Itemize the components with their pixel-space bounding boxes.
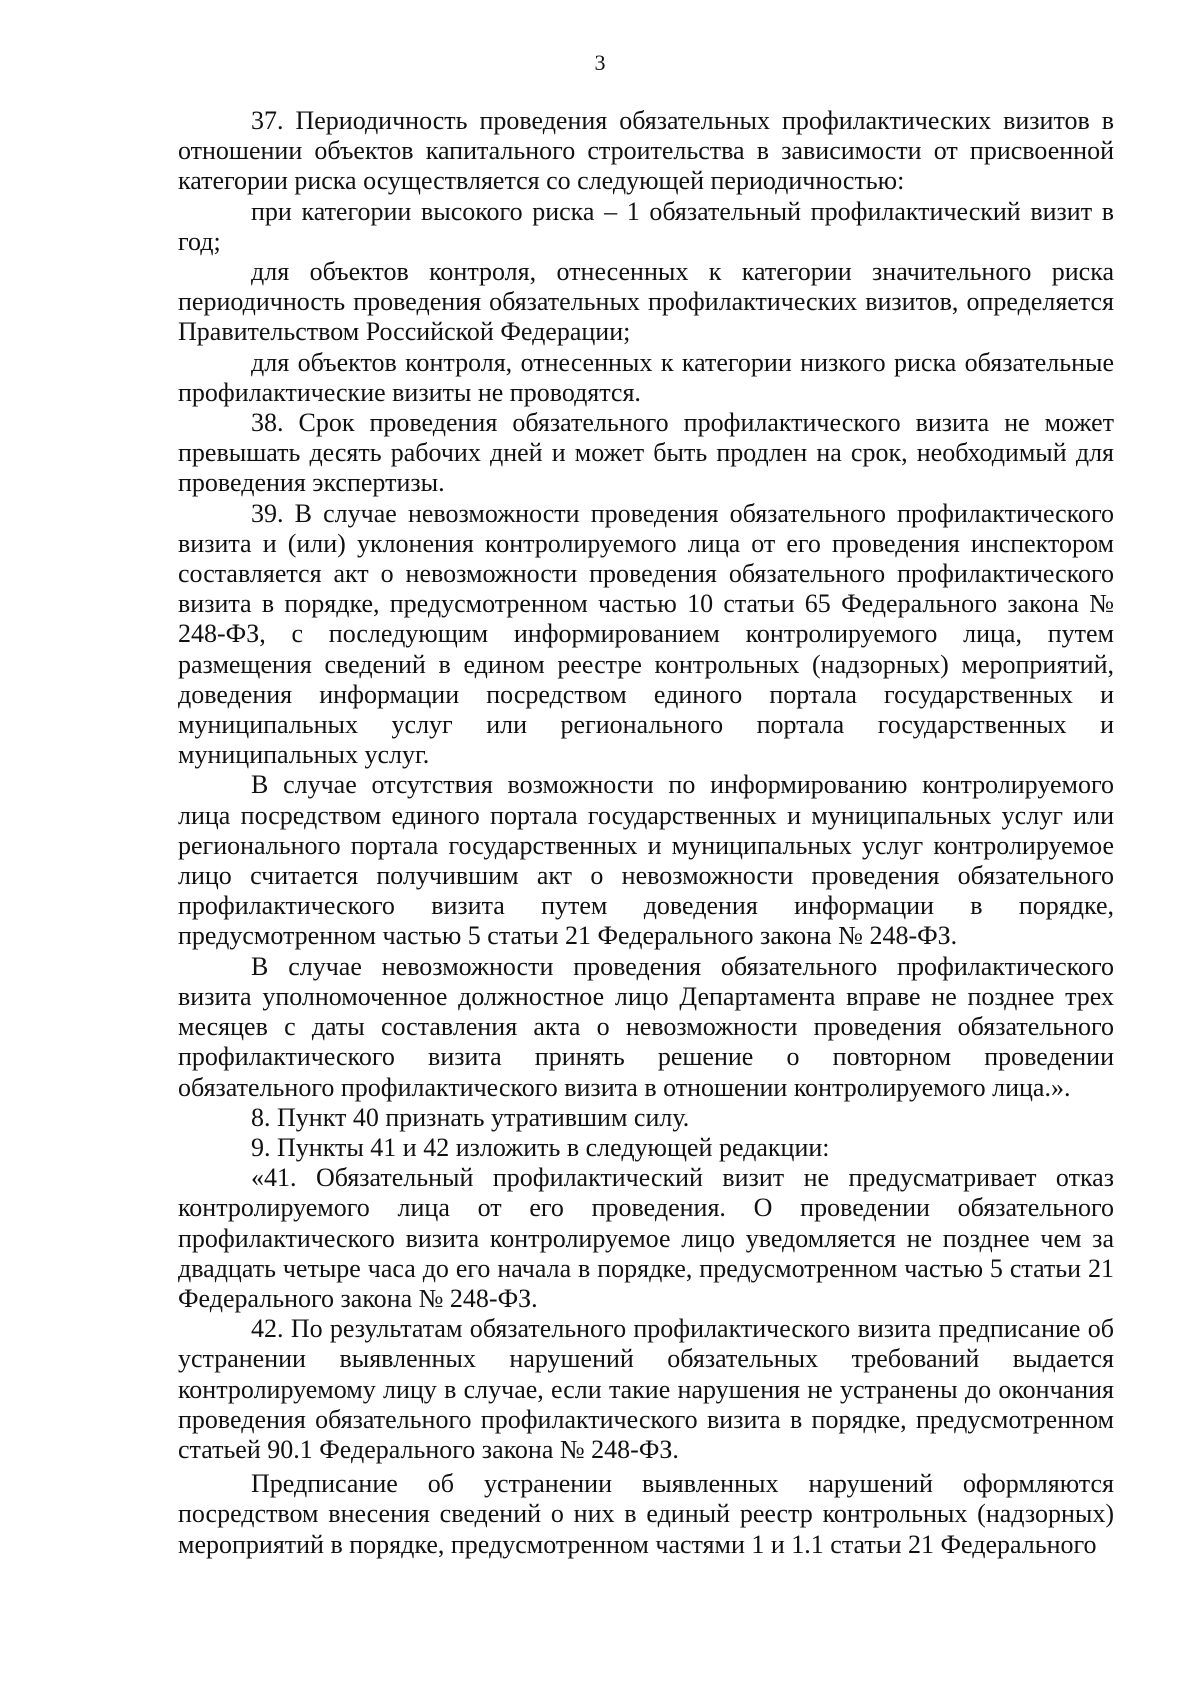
paragraph-38: 38. Срок проведения обязательного профилактического визита не может превышать десять рабочих дней и может быть продлен на срок, необходимый для проведения экспертизы. — [178, 408, 1114, 498]
paragraph-significant-risk: для объектов контроля, отнесенных к категории значительного риска периодичность проведения обязательных профилактических визитов, определяется Правительством Российской Федерации; — [178, 257, 1114, 347]
page-number: 3 — [594, 50, 606, 75]
paragraph-low-risk: для объектов контроля, отнесенных к категории низкого риска обязательные профилактические визиты не проводятся. — [178, 347, 1114, 407]
paragraph-39-informing: В случае отсутствия возможности по информированию контролируемого лица посредством единого портала государственных и муниципальных услуг или регионального портала государственных и муниципальных услуг контролируемое лицо считается получившим акт о невозможности проведения обязательного профилактического визита путем доведения информации в порядке, предусмотренном частью 5 статьи 21 Федерального закона № 248-ФЗ. — [178, 770, 1114, 951]
paragraph-item-9: 9. Пункты 41 и 42 изложить в следующей редакции: — [251, 1132, 830, 1162]
paragraph-37: 37. Периодичность проведения обязательных профилактических визитов в отношении объектов капитального строительства в зависимости от присвоенной категории риска осуществляется со следующей периодичностью: — [178, 106, 1114, 196]
paragraph-39-repeat: В случае невозможности проведения обязательного профилактического визита уполномоченное должностное лицо Департамента вправе не позднее трех месяцев с даты составления акта о невозможности проведения обязательного профилактического визита принять решение о повторном проведении обязательного профилактического визита в отношении контролируемого лица.». — [178, 951, 1114, 1102]
paragraph-39: 39. В случае невозможности проведения обязательного профилактического визита и (или) уклонения контролируемого лица от его проведения инспектором составляется акт о невозможности проведения обязательного профилактического визита в порядке, предусмотренном частью 10 статьи 65 Федерального закона № 248-ФЗ, с последующим информированием контролируемого лица, путем размещения сведений в едином реестре контрольных (надзорных) мероприятий, доведения информации посредством единого портала государственных и муниципальных услуг или регионального портала государственных и муниципальных услуг. — [178, 498, 1114, 770]
paragraph-prescription: Предписание об устранении выявленных нарушений оформляются посредством внесения сведений о них в единый реестр контрольных (надзорных) мероприятий в порядке, предусмотренном частями 1 и 1.1 статьи 21 Федерального — [178, 1469, 1114, 1559]
paragraph-item-8: 8. Пункт 40 признать утратившим силу. — [251, 1102, 690, 1132]
paragraph-42: 42. По результатам обязательного профилактического визита предписание об устранении выявленных нарушений обязательных требований выдается контролируемому лицу в случае, если такие нарушения не устранены до окончания проведения обязательного профилактического визита в порядке, предусмотренном статьей 90.1 Федерального закона № 248-ФЗ. — [178, 1314, 1114, 1464]
paragraph-high-risk: при категории высокого риска – 1 обязательный профилактический визит в год; — [178, 196, 1114, 256]
document-body — [178, 106, 1114, 1560]
paragraph-41: «41. Обязательный профилактический визит не предусматривает отказ контролируемого лица от его проведения. О проведении обязательного профилактического визита контролируемое лицо уведомляется не позднее чем за двадцать четыре часа до его начала в порядке, предусмотренном частью 5 статьи 21 Федерального закона № 248-ФЗ. — [178, 1163, 1114, 1313]
